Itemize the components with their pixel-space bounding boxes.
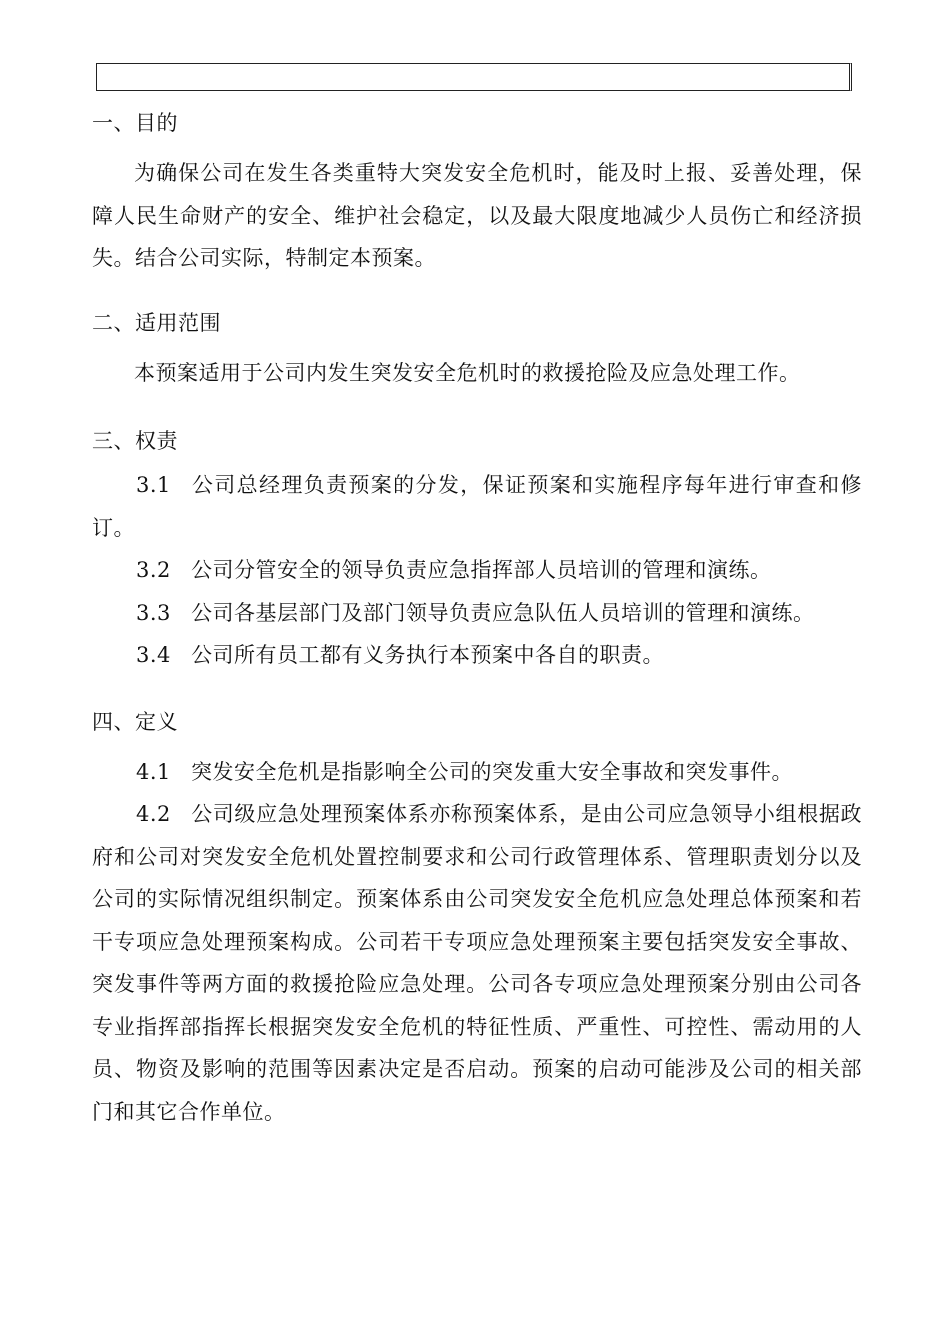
definition-item (92, 793, 862, 1133)
section-title-definitions: 四、定义 (92, 709, 178, 734)
purpose-paragraph: 为确保公司在发生各类重特大突发安全危机时，能及时上报、妥善处理，保障人民生命财产的安全、维护社会稳定，以及最大限度地减少人员伤亡和经济损失。结合公司实际，特制定本预案。 (92, 161, 862, 270)
item-number: 4.2 (136, 802, 171, 826)
duty-item (92, 549, 862, 592)
item-number: 3.2 (136, 558, 171, 582)
item-text: 公司各基层部门及部门领导负责应急队伍人员培训的管理和演练。 (191, 600, 815, 625)
section-title-purpose: 一、目的 (92, 111, 178, 135)
duty-item (92, 592, 862, 635)
duty-item (92, 464, 862, 549)
item-text: 公司总经理负责预案的分发，保证预案和实施程序每年进行审查和修订。 (92, 473, 862, 540)
item-number: 3.3 (136, 600, 171, 625)
item-text: 公司所有员工都有义务执行本预案中各自的职责。 (191, 643, 664, 667)
item-text: 公司级应急处理预案体系亦称预案体系，是由公司应急领导小组根据政府和公司对突发安全危机处置控制要求和公司行政管理体系、管理职责划分以及公司的实际情况组织制定。预案体系由公司突发安全危机应急处理总体预案和若干专项应急处理预案构成。公司若干专项应急处理预案主要包括突发安全事故、突发事件等两方面的救援抢险应急处理。公司各专项应急处理预案分别由公司各专业指挥部指挥长根据突发安全危机的特征性质、严重性、可控性、需动用的人员、物资及影响的范围等因素决定是否启动。预案的启动可能涉及公司的相关部门和其它合作单位。 (92, 802, 862, 1124)
section-title-scope: 二、适用范围 (92, 310, 221, 335)
item-text: 公司分管安全的领导负责应急指挥部人员培训的管理和演练。 (191, 558, 772, 582)
scope-paragraph: 本预案适用于公司内发生突发安全危机时的救援抢险及应急处理工作。 (134, 360, 801, 385)
section-title-duties: 三、权责 (92, 429, 178, 453)
definition-item (92, 751, 862, 794)
duty-item (92, 634, 862, 677)
header-box (96, 63, 852, 91)
item-number: 4.1 (136, 759, 171, 784)
item-text: 突发安全危机是指影响全公司的突发重大安全事故和突发事件。 (191, 759, 793, 784)
item-number: 3.4 (136, 643, 171, 667)
item-number: 3.1 (136, 473, 171, 497)
document-body (92, 100, 862, 1133)
